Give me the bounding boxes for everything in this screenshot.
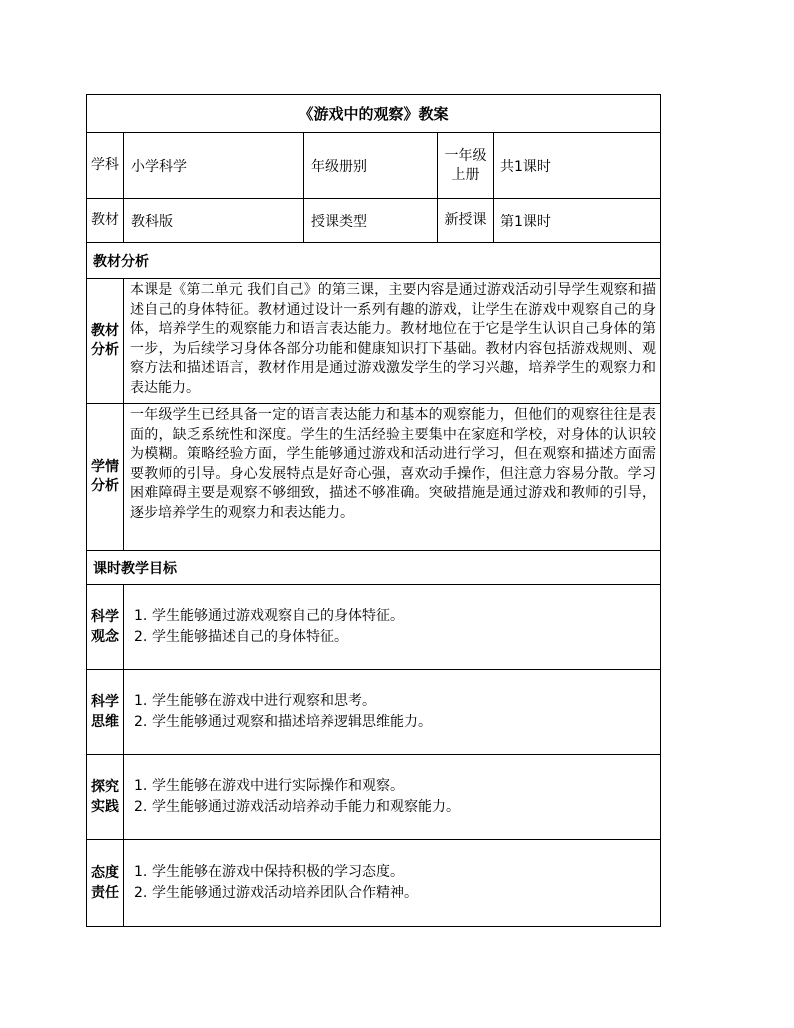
analysis-row-textbook <box>87 279 660 404</box>
objective-list <box>134 862 418 904</box>
lesson-plan-table <box>86 94 661 927</box>
value-grade: 一年级上册 <box>438 133 494 198</box>
objective-list <box>134 776 460 818</box>
objective-label: 科学思维 <box>87 670 124 754</box>
analysis-row-learner <box>87 404 660 551</box>
objective-content <box>124 840 660 926</box>
list-item: 2. 学生能够通过观察和描述培养逻辑思维能力。 <box>134 714 432 730</box>
objective-label: 态度责任 <box>87 840 124 926</box>
text-learner-analysis: 一年级学生已经具备一定的语言表达能力和基本的观察能力，但他们的观察往往是表面的，缺乏系统性和深度。学生的生活经验主要集中在家庭和学校，对身体的认识较为模糊。策略经验方面，学生能够通过游戏和活动进行学习，但在观察和描述方面需要教师的引导。身心发展特点是好奇心强，喜欢动手操作，但注意力容易分散。学习困难障碍主要是观察不够细致，描述不够准确。突破措施是通过游戏和教师的引导，逐步培养学生的观察力和表达能力。 <box>130 407 656 521</box>
objective-content <box>124 670 660 754</box>
page-title: 《游戏中的观察》教案 <box>298 105 449 123</box>
value-total-hours: 共1课时 <box>500 158 551 175</box>
list-item: 1. 学生能够在游戏中进行观察和思考。 <box>134 693 376 709</box>
list-item: 1. 学生能够通过游戏观察自己的身体特征。 <box>134 608 404 624</box>
objective-list <box>134 606 404 648</box>
value-lesson-number: 第1课时 <box>500 213 551 230</box>
section-heading-text: 课时教学目标 <box>93 560 177 577</box>
objective-row <box>87 840 660 926</box>
objective-row <box>87 585 660 670</box>
list-item: 2. 学生能够通过游戏活动培养动手能力和观察能力。 <box>134 799 460 815</box>
list-item: 2. 学生能够描述自己的身体特征。 <box>134 629 348 645</box>
objective-row <box>87 670 660 755</box>
label-textbook-analysis: 教材分析 <box>87 279 124 403</box>
section-heading-objectives <box>87 551 660 585</box>
section-heading-text: 教材分析 <box>93 253 149 270</box>
label-subject: 学科 <box>87 133 124 198</box>
list-item: 1. 学生能够在游戏中进行实际操作和观察。 <box>134 778 404 794</box>
objective-list <box>134 691 432 733</box>
objective-content <box>124 755 660 839</box>
value-lesson-type: 新授课 <box>438 199 494 242</box>
title-row <box>87 95 660 133</box>
list-item: 1. 学生能够在游戏中保持积极的学习态度。 <box>134 864 404 880</box>
objective-row <box>87 755 660 840</box>
objective-content <box>124 585 660 669</box>
label-textbook: 教材 <box>87 199 124 242</box>
info-row-subject <box>87 133 660 199</box>
objective-label: 探究实践 <box>87 755 124 839</box>
value-textbook: 教科版 <box>124 199 304 242</box>
label-lesson-type: 授课类型 <box>304 199 438 242</box>
info-row-textbook <box>87 199 660 243</box>
objective-label: 科学观念 <box>87 585 124 669</box>
label-learner-analysis: 学情分析 <box>87 404 124 550</box>
list-item: 2. 学生能够通过游戏活动培养团队合作精神。 <box>134 885 418 901</box>
section-heading-analysis <box>87 243 660 279</box>
value-subject: 小学科学 <box>124 133 304 198</box>
label-grade: 年级册别 <box>304 133 438 198</box>
text-textbook-analysis: 本课是《第二单元 我们自己》的第三课，主要内容是通过游戏活动引导学生观察和描述自己的身体特征。教材通过设计一系列有趣的游戏，让学生在游戏中观察自己的身体，培养学生的观察能力和语言表达能力。教材地位在于它是学生认识自己身体的第一步，为后续学习身体各部分功能和健康知识打下基础。教材内容包括游戏规则、观察方法和描述语言，教材作用是通过游戏激发学生的学习兴趣，培养学生的观察力和表达能力。 <box>130 282 656 396</box>
